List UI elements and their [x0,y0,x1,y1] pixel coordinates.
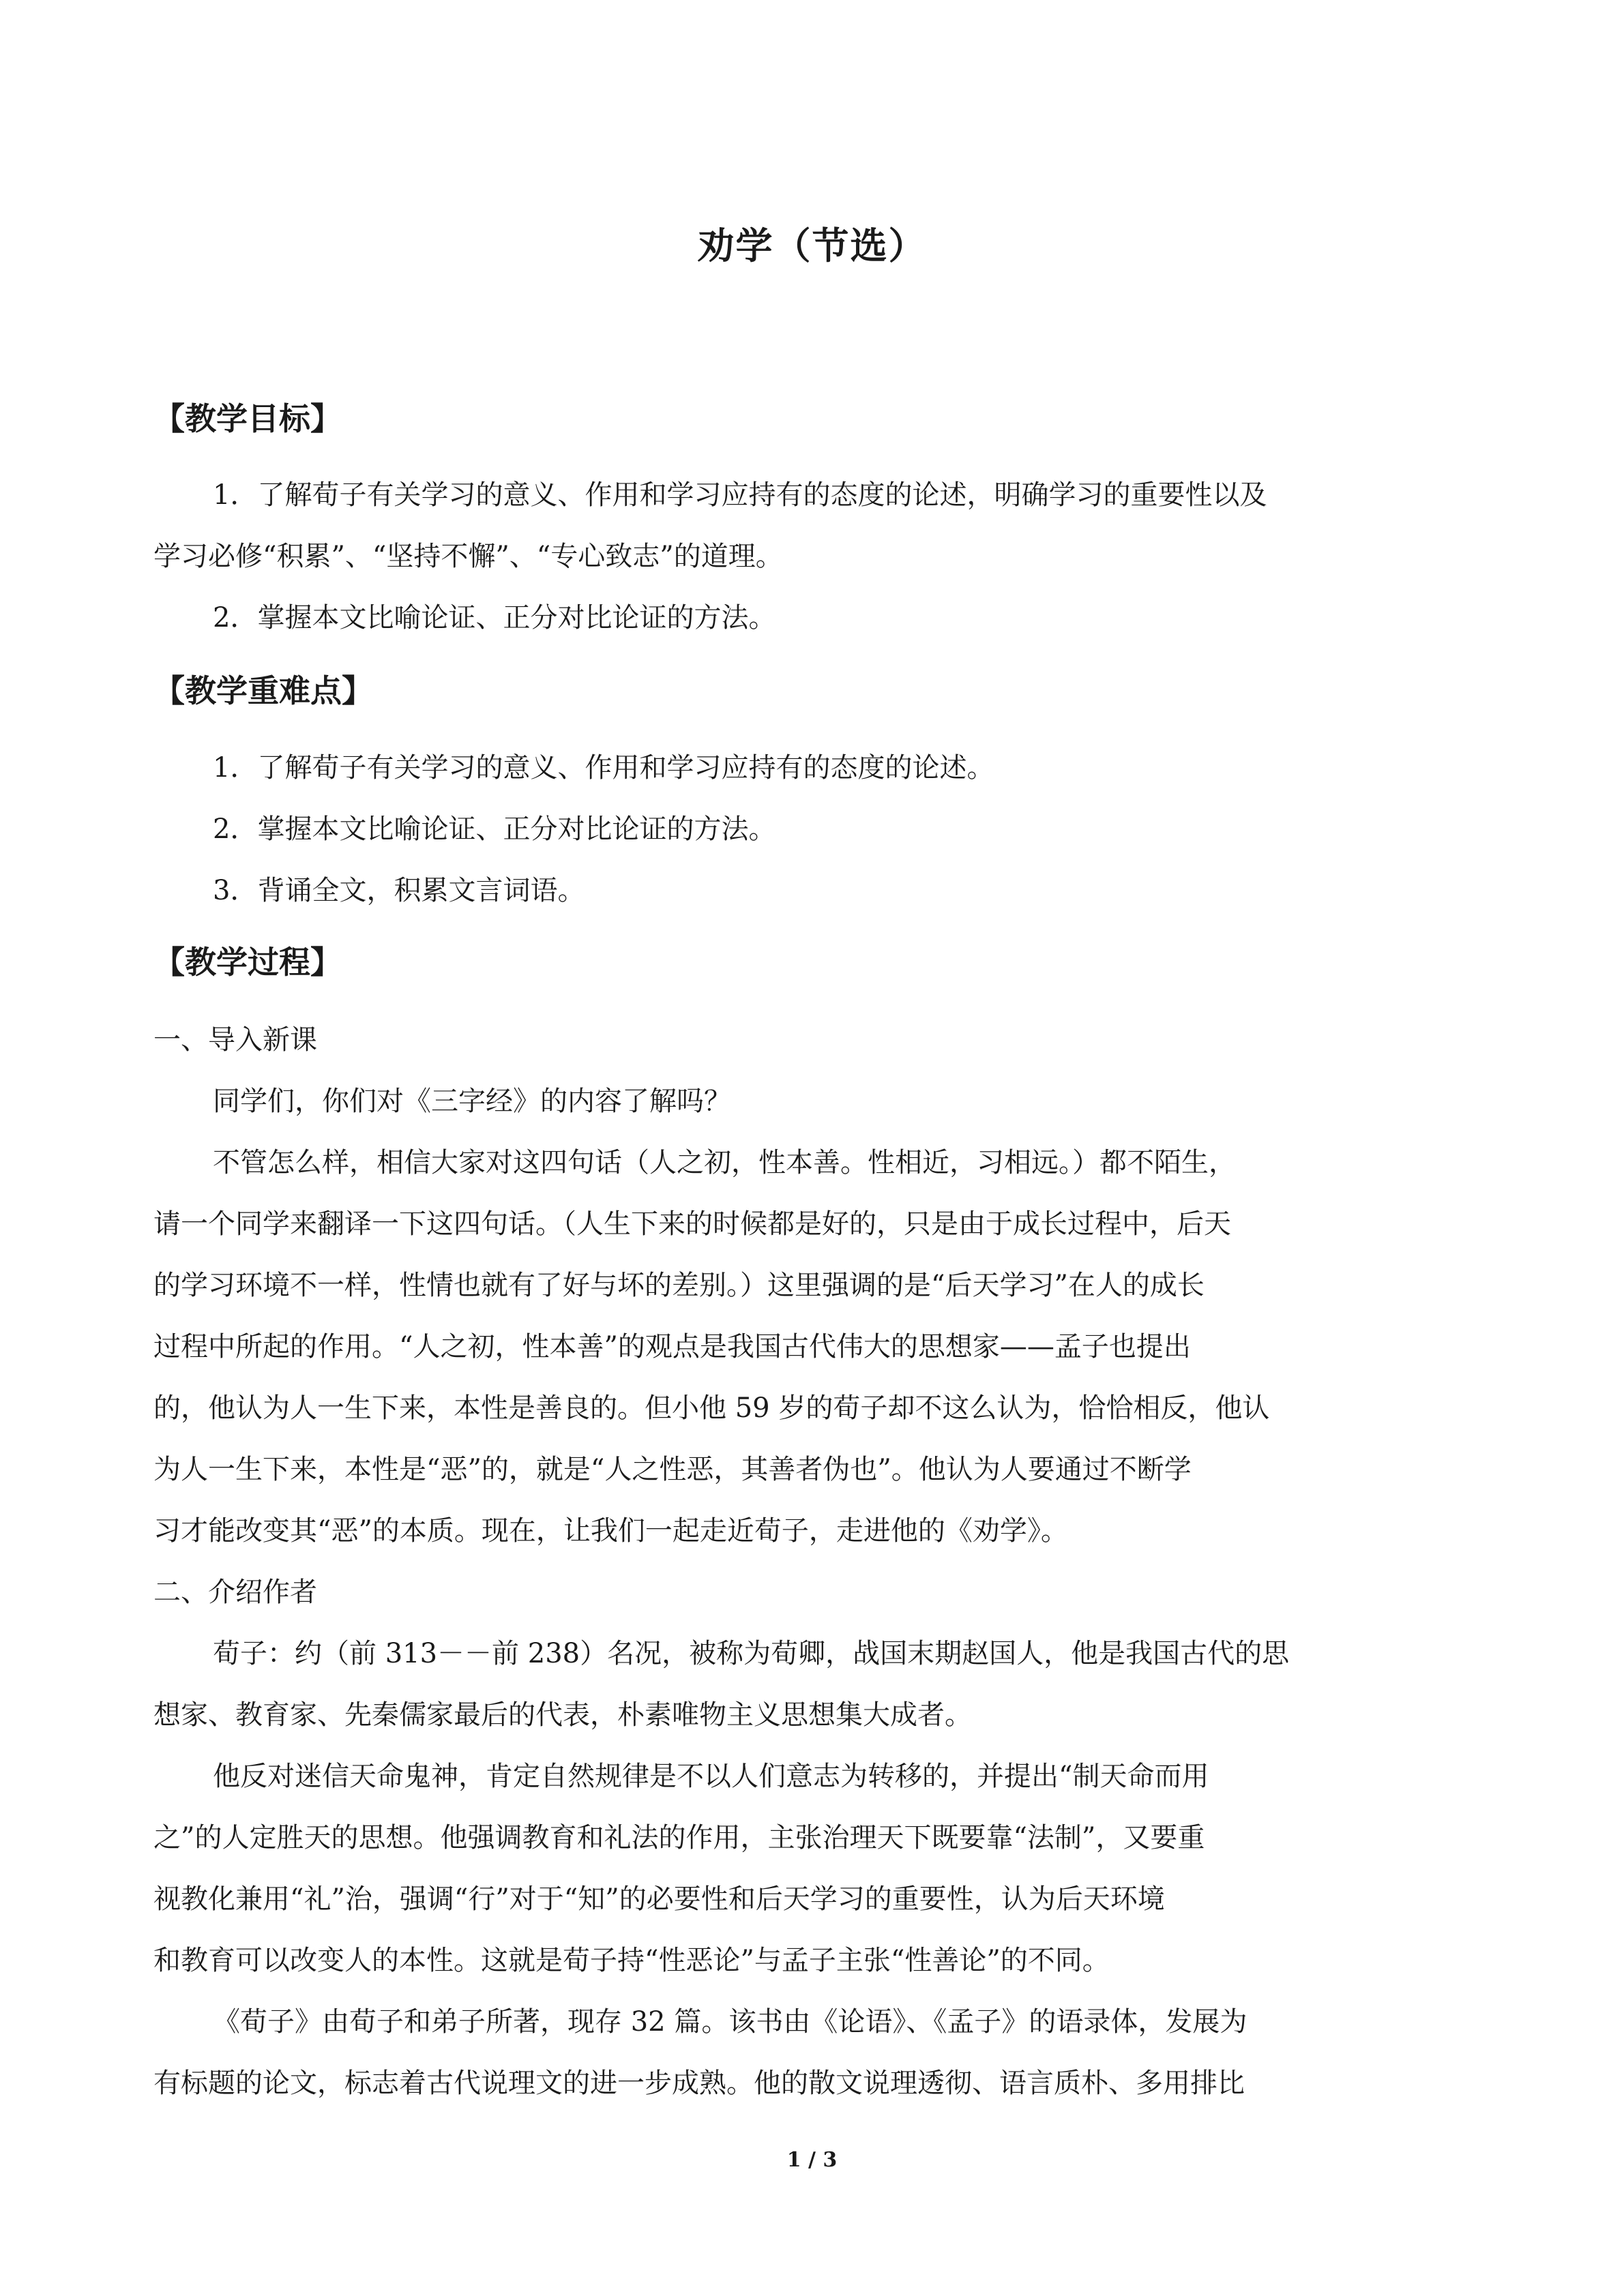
paragraph-line: 荀子：约（前 313－－前 238）名况，被称为荀卿，战国末期赵国人，他是我国古代的思 [213,1638,1290,1669]
paragraph-line: 2．掌握本文比喻论证、正分对比论证的方法。 [213,602,776,633]
section-heading-difficulties: 【教学重难点】 [153,672,373,709]
paragraph-line: 有标题的论文，标志着古代说理文的进一步成熟。他的散文说理透彻、语言质朴、多用排比 [153,2068,1245,2099]
paragraph-line: 2．掌握本文比喻论证、正分对比论证的方法。 [213,814,776,845]
paragraph-line: 请一个同学来翻译一下这四句话。（人生下来的时候都是好的，只是由于成长过程中，后天 [153,1208,1231,1240]
page-title: 劝学（节选） [697,224,927,267]
section-heading-process: 【教学过程】 [153,944,342,981]
paragraph-line: 的，他认为人一生下来，本性是善良的。但小他 59 岁的荀子却不这么认为，恰恰相反，他认 [153,1392,1270,1424]
paragraph-line: 1．了解荀子有关学习的意义、作用和学习应持有的态度的论述。 [213,752,994,784]
paragraph-line: 学习必修“积累”、“坚持不懈”、“专心致志”的道理。 [153,541,783,572]
section-heading-goals: 【教学目标】 [153,400,342,437]
paragraph-line: 的学习环境不一样，性情也就有了好与坏的差别。）这里强调的是“后天学习”在人的成长 [153,1270,1205,1301]
paragraph-line: 不管怎么样，相信大家对这四句话（人之初，性本善。性相近，习相远。）都不陌生， [213,1147,1236,1178]
page-number: 1 / 3 [786,2148,838,2172]
paragraph-line: 《荀子》由荀子和弟子所著，现存 32 篇。该书由《论语》、《孟子》的语录体，发展为 [213,2006,1247,2038]
paragraph-line: 之”的人定胜天的思想。他强调教育和礼法的作用，主张治理天下既要靠“法制”，又要重 [153,1822,1205,1853]
paragraph-line: 1．了解荀子有关学习的意义、作用和学习应持有的态度的论述，明确学习的重要性以及 [213,479,1267,511]
paragraph-line: 习才能改变其“恶”的本质。现在，让我们一起走近荀子，走进他的《劝学》。 [153,1515,1068,1547]
paragraph-line: 视教化兼用“礼”治，强调“行”对于“知”的必要性和后天学习的重要性，认为后天环境 [153,1883,1165,1915]
paragraph-line: 过程中所起的作用。“人之初，性本善”的观点是我国古代伟大的思想家——孟子也提出 [153,1331,1191,1362]
paragraph-line: 和教育可以改变人的本性。这就是荀子持“性恶论”与孟子主张“性善论”的不同。 [153,1945,1110,1976]
subheading: 二、介绍作者 [153,1577,317,1608]
paragraph-line: 想家、教育家、先秦儒家最后的代表，朴素唯物主义思想集大成者。 [153,1699,972,1731]
subheading: 一、导入新课 [153,1024,317,1056]
paragraph-line: 同学们，你们对《三字经》的内容了解吗？ [213,1086,731,1117]
paragraph-line: 3．背诵全文，积累文言词语。 [213,875,585,906]
paragraph-line: 为人一生下来，本性是“恶”的，就是“人之性恶，其善者伪也”。他认为人要通过不断学 [153,1454,1192,1485]
paragraph-line: 他反对迷信天命鬼神，肯定自然规律是不以人们意志为转移的，并提出“制天命而用 [213,1761,1209,1792]
